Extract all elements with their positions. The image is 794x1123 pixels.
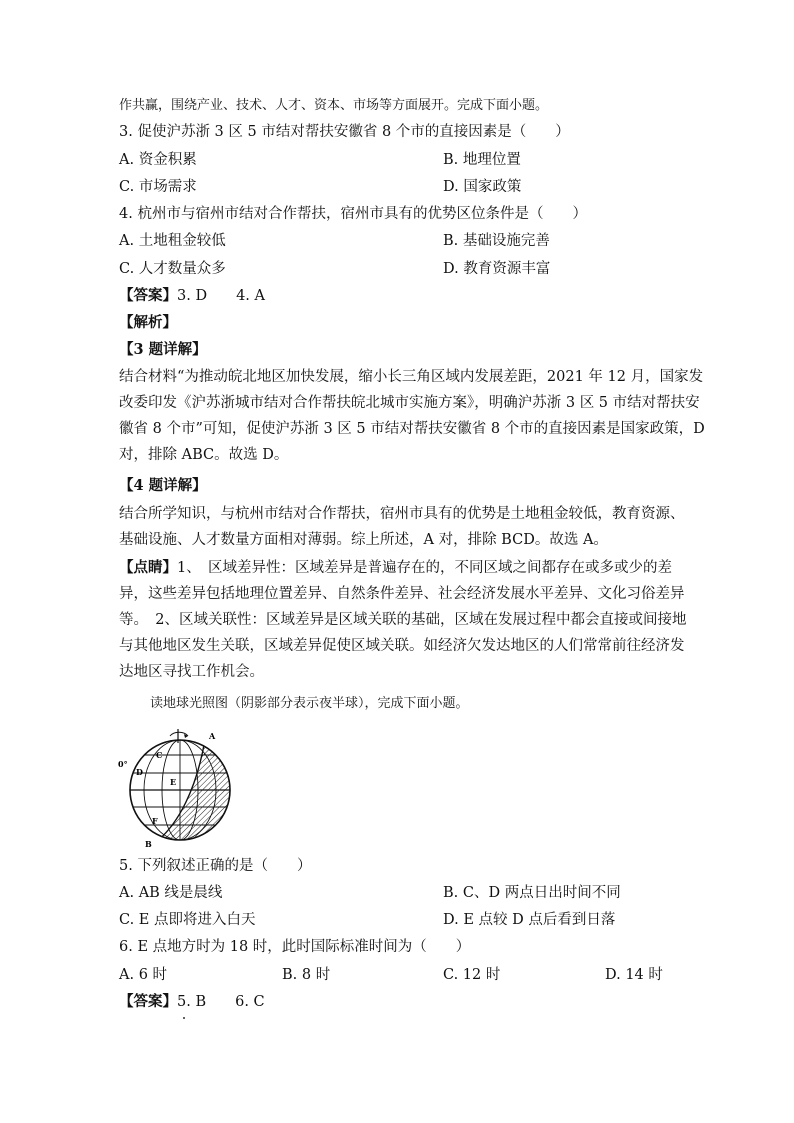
question-3-stem: 3. 促使沪苏浙 3 区 5 市结对帮扶安徽省 8 个市的直接因素是（ ） bbox=[119, 124, 570, 140]
stray-dot bbox=[183, 1017, 185, 1019]
bracket-heading: 【点睛】 bbox=[119, 559, 177, 576]
intro-continuation: 作共赢，围绕产业、技术、人才、资本、市场等方面展开。完成下面小题。 bbox=[119, 98, 549, 113]
analysis-heading bbox=[119, 313, 177, 333]
detail-3-line: 对，排除 ABC。故选 D。 bbox=[119, 447, 289, 463]
question-5-stem: 5. 下列叙述正确的是（ ） bbox=[119, 858, 312, 874]
bracket-heading: 【答案】 bbox=[119, 993, 177, 1010]
q4-option-c[interactable]: C. 人才数量众多 bbox=[119, 261, 226, 277]
q5-option-d[interactable]: D. E 点较 D 点后看到日落 bbox=[443, 912, 616, 928]
label-a: A bbox=[209, 731, 216, 741]
answer-5-6: 【答案】5. B 6. C bbox=[119, 993, 265, 1010]
detail-3-line: 结合材料“为推动皖北地区加快发展，缩小长三角区域内发展差距，2021 年 12 月，国家发 bbox=[119, 369, 704, 385]
detail-3-line: 改委印发《沪苏浙城市结对合作帮扶皖北城市实施方案》，明确沪苏浙 3 区 5 市结对帮扶安 bbox=[119, 395, 700, 411]
q3-option-b[interactable]: B. 地理位置 bbox=[443, 152, 521, 168]
detail-3-line: 徽省 8 个市”可知，促使沪苏浙 3 区 5 市结对帮扶安徽省 8 个市的直接因素是国家政策，D bbox=[119, 421, 705, 437]
label-b: B bbox=[145, 839, 152, 849]
tip-text bbox=[119, 555, 687, 685]
tip-line: 异，这些差异包括地理位置差异、自然条件差异、社会经济发展水平差异、文化习俗差异 bbox=[119, 586, 685, 602]
q6-option-d[interactable]: D. 14 时 bbox=[605, 967, 663, 983]
bracket-heading: 【3 题详解】 bbox=[119, 341, 207, 358]
label-d: D bbox=[136, 767, 143, 777]
q3-option-d[interactable]: D. 国家政策 bbox=[443, 179, 522, 195]
bracket-heading: 【4 题详解】 bbox=[119, 477, 207, 494]
detail-4-line: 基础设施、人才数量方面相对薄弱。综上所述，A 对，排除 BCD。故选 A。 bbox=[119, 532, 608, 548]
q6-option-a[interactable]: A. 6 时 bbox=[119, 967, 168, 983]
answer-3-4: 【答案】3. D 4. A bbox=[119, 287, 265, 304]
q5-option-b[interactable]: B. C、D 两点日出时间不同 bbox=[443, 885, 621, 901]
q4-option-d[interactable]: D. 教育资源丰富 bbox=[443, 261, 551, 277]
label-e: E bbox=[170, 777, 177, 787]
detail-4-text bbox=[119, 501, 685, 553]
detail-3-text bbox=[119, 364, 705, 468]
q3-option-c[interactable]: C. 市场需求 bbox=[119, 179, 197, 195]
q4-option-b[interactable]: B. 基础设施完善 bbox=[443, 233, 550, 249]
detail-4-heading bbox=[119, 476, 207, 496]
q6-option-c[interactable]: C. 12 时 bbox=[443, 967, 501, 983]
q5-option-c[interactable]: C. E 点即将进入白天 bbox=[119, 912, 256, 928]
detail-4-line: 结合所学知识，与杭州市结对合作帮扶，宿州市具有的优势是土地租金较低，教育资源、 bbox=[119, 506, 685, 522]
q4-option-a[interactable]: A. 土地租金较低 bbox=[119, 233, 226, 249]
intro-2: 读地球光照图（阴影部分表示夜半球），完成下面小题。 bbox=[150, 696, 469, 711]
detail-3-heading bbox=[119, 340, 207, 360]
question-6-stem: 6. E 点地方时为 18 时，此时国际标准时间为（ ） bbox=[119, 939, 471, 955]
label-c: C bbox=[156, 750, 163, 760]
tip-line: 等。 2、区域关联性：区域差异是区域关联的基础，区域在发展过程中都会直接或间接地 bbox=[119, 612, 687, 628]
tip-line: 与其他地区发生关联，区域差异促使区域关联。如经济欠发达地区的人们常常前往经济发 bbox=[119, 638, 685, 654]
label-prime-meridian: 0° bbox=[118, 759, 128, 769]
bracket-heading: 【答案】 bbox=[119, 287, 177, 304]
night-hemisphere bbox=[152, 733, 238, 849]
question-4-stem: 4. 杭州市与宿州市结对合作帮扶，宿州市具有的优势区位条件是（ ） bbox=[119, 206, 587, 222]
q6-option-b[interactable]: B. 8 时 bbox=[282, 967, 331, 983]
q5-option-a[interactable]: A. AB 线是晨线 bbox=[119, 885, 223, 901]
q3-option-a[interactable]: A. 资金积累 bbox=[119, 152, 197, 168]
bracket-heading: 【解析】 bbox=[119, 314, 177, 331]
tip-line: 达地区寻找工作机会。 bbox=[119, 664, 264, 680]
tip-line: 【点睛】1、 区域差异性：区域差异是普遍存在的，不同区域之间都存在或多或少的差 bbox=[119, 559, 672, 576]
label-f: F bbox=[152, 816, 158, 826]
earth-illumination-figure bbox=[118, 727, 238, 849]
